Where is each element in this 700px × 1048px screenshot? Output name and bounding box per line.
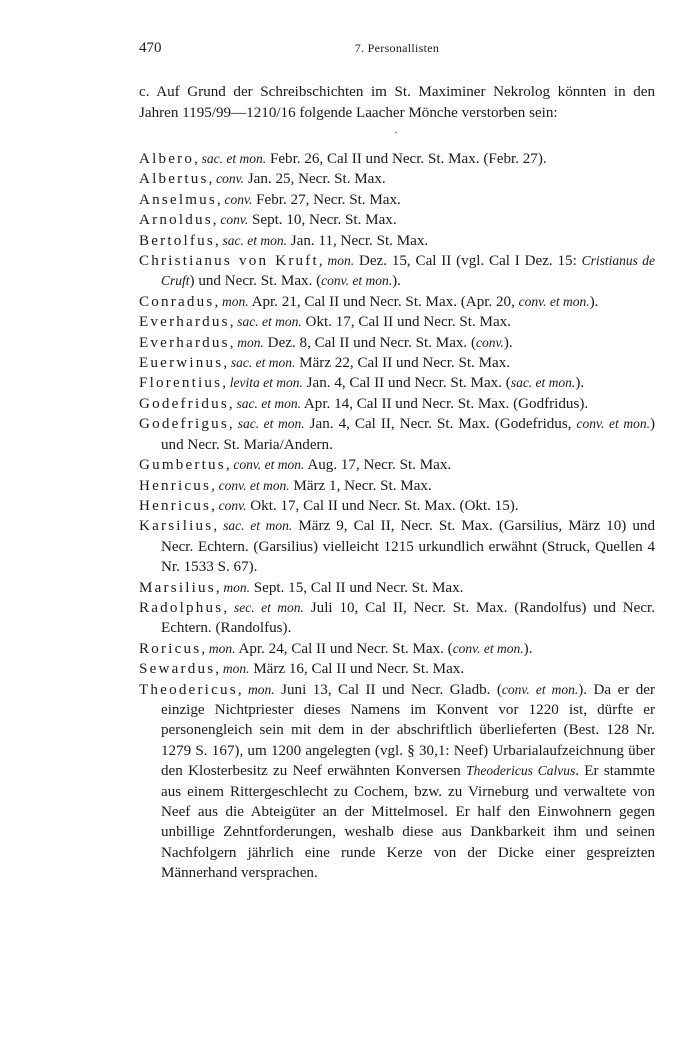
entry-text: Apr. 14, Cal II und Necr. St. Max. (Godfridus). [300,395,589,412]
entry-text: Okt. 17, Cal II und Necr. St. Max. [301,314,511,331]
entry-text: , [229,314,238,331]
entry-name: Bertolfus [139,232,215,249]
entry-status: conv. et mon. [218,477,290,493]
entry-name: Gumbertus [139,457,226,474]
entry-text: Sept. 10, Necr. St. Max. [248,212,397,229]
entry-text: Juli 10, Cal II, Necr. St. Max. (Randolfus) und Necr. Echtern. (Randolfus). [161,599,656,637]
entry-text: , [211,497,219,514]
list-item [139,598,655,639]
entry-text: , [228,395,237,412]
entry-text: ) und Necr. St. Maria/Andern. [161,416,655,453]
page-number: 470 [139,40,162,56]
entry-status: mon. [248,681,275,697]
entry-name: Everhardus [139,314,230,331]
list-item [139,455,655,475]
entry-status: sac. et mon. [230,355,296,371]
list-item [139,639,655,659]
entry-name: Marsilius [139,579,216,596]
list-item [139,231,655,251]
intro-paragraph: c. Auf Grund der Schreibschichten im St. Maximiner Nekrolog könnten in den Jahren 1195/99—1210/16 folgende Laacher Mönche verstorben sein: [139,84,655,121]
list-item [139,414,655,455]
entry-text: Jan. 25, Necr. St. Max. [244,171,386,188]
entry-text: , [223,599,235,616]
entry-text: ). Da er der einzige Nichtpriester dieses Namens im Konvent vor 1220 ist, dürfte er personengleich sein mit dem in der abschriftlich überlieferten (Best. 128 Nr. 1279 S. 167), um 1200 angelegten (vgl. § 30,1: Neef) Urbarialaufzeichnung über den Klosterbesitz zu Neef erwähnten Konversen [161,681,656,780]
entry-text: Dez. 15, Cal II (vgl. Cal I Dez. 15: [354,253,582,270]
entry-text: Jan. 4, Cal II, Necr. St. Max. (Godefridus, [304,416,577,433]
entry-status: Theodericus Calvus [466,763,576,779]
entry-name: Albertus [139,171,209,188]
entry-text: Jan. 11, Necr. St. Max. [287,232,429,249]
entry-name: Karsilius [139,518,214,535]
list-item [139,312,655,332]
entry-text: , [211,477,219,494]
entry-text: , [225,457,234,474]
entry-text: , [237,681,249,698]
entry-name: Everhardus [139,334,230,351]
list-item [139,353,655,373]
entry-status: conv. et mon. [233,457,305,473]
entry-text: Dez. 8, Cal II und Necr. St. Max. ( [263,334,477,351]
entry-status: levita et mon. [229,375,303,391]
list-item [139,149,655,169]
list-item [139,659,655,679]
entry-text: , [214,293,223,310]
entry-text: März 9, Cal II, Necr. St. Max. (Garsilius, März 10) und Necr. Echtern. (Garsilius) vielleicht 1215 urkundlich erwähnt (Struck, Quellen 4 Nr. 1533 S. 67). [161,518,656,576]
entry-text: , [222,375,230,392]
entry-text: , [215,661,223,678]
entry-text: , [214,232,223,249]
entry-status: mon. [327,253,355,269]
list-item [139,333,655,353]
entry-text: , [318,253,328,270]
list-item [139,680,655,884]
entry-status: mon. [208,640,236,656]
entry-status: sac. et mon. [222,232,288,248]
entry-text: , [194,151,202,167]
entry-name: Anselmus [139,191,217,208]
entry-status: mon. [237,334,264,350]
entry-text: März 22, Cal II und Necr. St. Max. [295,355,511,372]
list-item [139,516,655,577]
page-header [139,40,655,64]
entry-status: mon. [222,293,249,309]
entry-name: Radolphus [139,599,224,616]
entry-name: Godefridus [139,395,229,412]
entry-status: sac. et mon. [237,314,302,330]
entry-status: conv. [218,497,247,513]
entry-status: Cristianus de Cruft [161,253,656,289]
entry-text: ). [503,334,513,351]
entry-text: ) und Necr. St. Max. ( [189,273,322,290]
entry-name: Albero [139,151,195,167]
list-item [139,394,655,414]
entry-status: sac. et mon. [201,151,267,166]
entry-name: Sewardus [139,661,216,678]
list-item [139,210,655,230]
entry-text: Apr. 24, Cal II und Necr. St. Max. ( [235,640,453,657]
entry-text: Jan. 4, Cal II und Necr. St. Max. ( [302,375,511,392]
running-head: 7. Personallisten [354,41,440,55]
entry-status: mon. [222,661,250,677]
entry-status: conv. [476,334,504,350]
entry-status: sac. et mon. [237,416,305,432]
entry-text: , [216,191,225,208]
entry-status: conv. et mon. [518,293,590,309]
entry-name: Henricus [139,477,212,494]
entry-name: Roricus [139,640,202,657]
entry-text: März 16, Cal II und Necr. St. Max. [249,661,465,678]
entry-status: conv. [224,191,253,207]
entry-text: , [208,171,217,188]
entry-status: mon. [223,579,250,595]
entry-status: sac. et mon. [223,518,293,534]
entry-text: , [223,355,231,372]
entry-status: conv. [220,212,249,228]
entry-text: ). [523,640,533,657]
entry-status: conv. et mon. [576,416,650,432]
entry-text: , [212,212,221,229]
entry-text: Febr. 27, Necr. St. Max. [252,191,401,208]
entry-name: Arnoldus [139,212,213,229]
list-item [139,373,655,393]
entry-text: ). [575,375,585,392]
entry-name: Euerwinus [139,355,224,372]
entry-text: März 1, Necr. St. Max. [289,477,432,494]
entry-name: Conradus [139,293,215,310]
entry-text: Febr. 26, Cal II und Necr. St. Max. (Febr. 27). [266,151,547,167]
entry-status: conv. et mon. [452,640,524,656]
entry-status: conv. [216,171,244,187]
list-item [139,251,655,292]
entry-name: Florentius [139,375,223,392]
list-item [139,169,655,189]
entry-text: Aug. 17, Necr. St. Max. [304,457,452,474]
document-page [139,40,655,884]
list-item [139,292,655,312]
entry-text: , [201,640,209,657]
entry-text: ). [392,273,401,290]
entry-text: Okt. 17, Cal II und Necr. St. Max. (Okt. 15). [246,497,519,514]
entry-text: ). [589,293,599,310]
entry-status: conv. et mon. [501,681,579,697]
entry-name: Christianus von Kruft [139,253,319,270]
stray-dot: · [394,125,398,139]
list-item [139,496,655,516]
entry-status: sec. et mon. [234,599,304,615]
entry-text: Sept. 15, Cal II und Necr. St. Max. [250,579,464,596]
entry-text: , [229,334,238,351]
entry-name: Theodericus [139,681,238,698]
list-item [139,190,655,210]
entry-status: sac. et mon. [236,395,301,411]
list-item [139,476,655,496]
entry-status: sac. et mon. [510,375,576,391]
entry-text: , [213,518,224,535]
entry-text: . Er stammte aus einem Rittergeschlecht zu Cochem, bzw. zu Virneburg und verwaltete von Neef aus die Abteigüter an der Mittelmosel. Er half den Einwohnern gegen unbillige Zehntforderungen, weshalb diese aus Dankbarkeit ihm und seinen Nachfolgern jährlich eine runde Kerze von der Dicke einer gespreizten Männerhand versprachen. [161,763,656,882]
monk-list [139,149,655,884]
entry-name: Henricus [139,497,212,514]
list-item [139,578,655,598]
entry-text: , [215,579,224,596]
entry-status: conv. et mon. [321,273,393,289]
entry-text: , [228,416,238,433]
entry-text: Juni 13, Cal II und Necr. Gladb. ( [274,681,502,698]
entry-name: Godefrigus [139,416,229,433]
entry-text: Apr. 21, Cal II und Necr. St. Max. (Apr. 20, [248,293,519,310]
